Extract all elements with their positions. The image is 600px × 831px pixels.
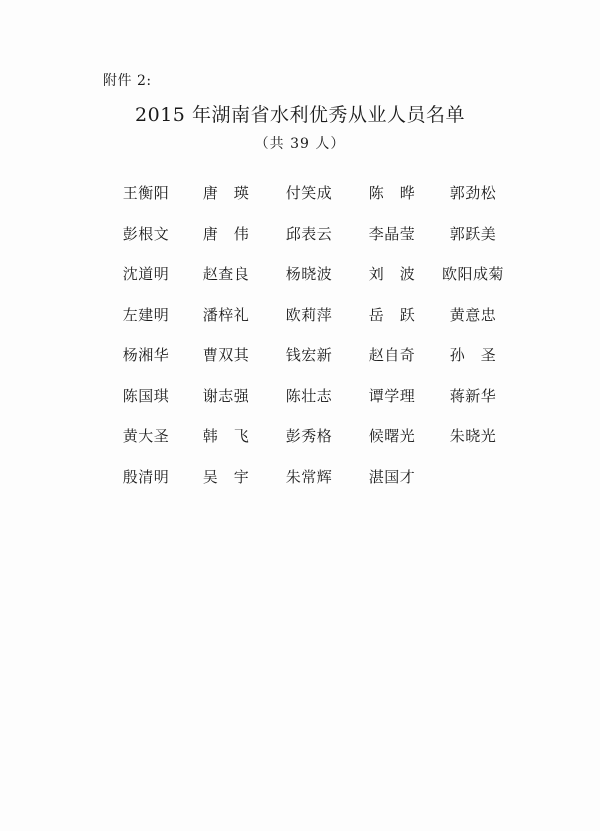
person-name: 吴 宇 [202, 467, 250, 486]
name-row [108, 466, 528, 507]
name-row [108, 344, 528, 385]
person-name: 陈国琪 [122, 386, 170, 405]
person-name: 李晶莹 [368, 224, 416, 243]
person-name: 郭跃美 [449, 224, 497, 243]
person-name: 钱宏新 [285, 346, 333, 364]
attachment-label: 附件 2: [103, 73, 152, 89]
person-name: 黄意忠 [449, 305, 497, 324]
person-name: 谭学理 [368, 386, 416, 405]
person-name: 陈 晔 [368, 184, 416, 202]
person-name: 潘梓礼 [202, 305, 250, 324]
person-name: 岳 跃 [368, 305, 416, 324]
person-name: 唐 瑛 [202, 184, 250, 202]
person-name: 王衡阳 [122, 184, 170, 202]
person-name: 蒋新华 [449, 386, 497, 405]
person-name: 韩 飞 [202, 427, 250, 445]
name-row [108, 385, 528, 426]
page-title: 2015 年湖南省水利优秀从业人员名单 [135, 104, 465, 126]
person-name: 湛国才 [368, 467, 416, 486]
person-name: 孙 圣 [449, 346, 497, 364]
person-name: 彭根文 [122, 224, 170, 243]
person-name: 刘 波 [368, 265, 416, 283]
name-row [108, 263, 528, 304]
person-name: 殷清明 [122, 467, 170, 486]
person-name: 陈壮志 [285, 386, 333, 405]
person-name: 朱晓光 [449, 427, 497, 445]
person-name: 郭劲松 [449, 184, 497, 202]
person-name: 谢志强 [202, 386, 250, 405]
name-row [108, 182, 528, 223]
person-name: 杨晓波 [285, 265, 333, 283]
person-name: 欧莉萍 [285, 305, 333, 324]
person-name: 彭秀格 [285, 427, 333, 445]
name-row [108, 425, 528, 466]
person-name: 曹双其 [202, 346, 250, 364]
page-subtitle: （共 39 人） [254, 136, 346, 152]
person-name: 欧阳成菊 [441, 265, 504, 283]
person-name: 候曙光 [368, 427, 416, 445]
person-name: 付笑成 [285, 184, 333, 202]
person-name: 左建明 [122, 305, 170, 324]
person-name: 赵查良 [202, 265, 250, 283]
name-list [108, 182, 528, 506]
person-name: 黄大圣 [122, 427, 170, 445]
person-name: 朱常辉 [285, 467, 333, 486]
person-name: 沈道明 [122, 265, 170, 283]
person-name: 唐 伟 [202, 224, 250, 243]
name-row [108, 304, 528, 345]
person-name: 邱表云 [285, 224, 333, 243]
person-name: 杨湘华 [122, 346, 170, 364]
name-row [108, 223, 528, 264]
person-name: 赵自奇 [368, 346, 416, 364]
